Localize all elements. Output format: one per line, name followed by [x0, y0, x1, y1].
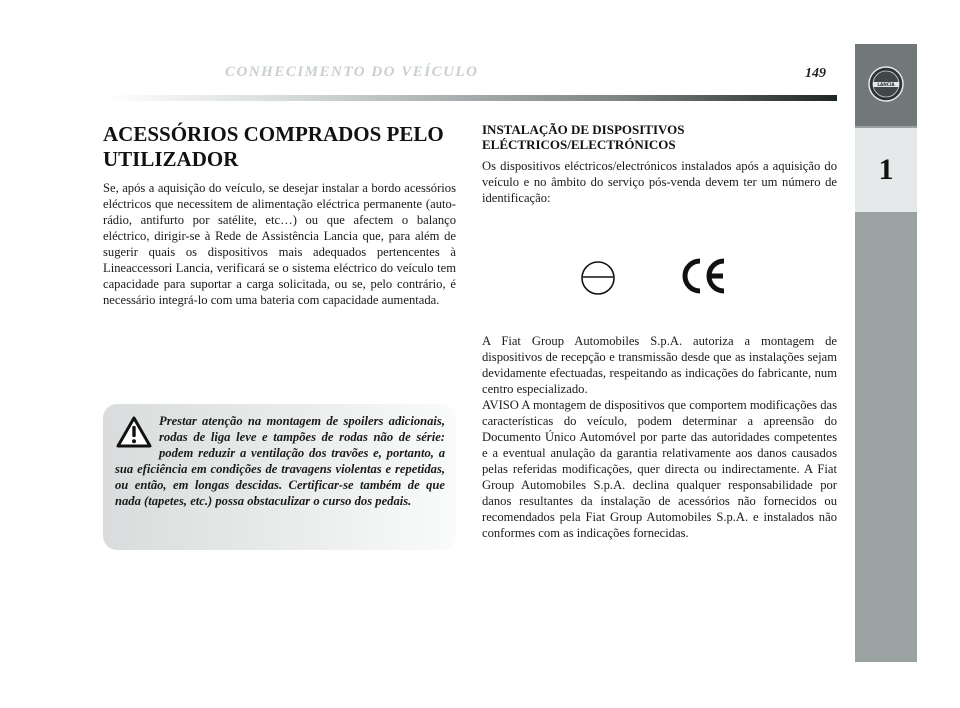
certification-marks: [482, 250, 837, 310]
left-column: [103, 122, 456, 308]
sidebar-logo-box: [855, 44, 917, 126]
lancia-badge-icon: [868, 66, 904, 102]
notice-paragraph: AVISO A montagem de dispositivos que comportem modificações das características do veículo, podem determinar a apreensão do Documento Único Automóvel por parte das autoridades competentes e a eventual anulação da garantia relativamente aos danos causados pelas referidas modificações, quer directa ou indirectamente. A Fiat Group Automobiles S.p.A. declina qualquer responsabilidade por danos resultantes da instalação de acessórios não fornecidos ou recomendados pela Fiat Group Automobiles S.p.A. e instalados não conformes com as indicações fornecidas.: [482, 398, 837, 540]
ce-mark-icon: [680, 256, 728, 296]
section-heading: [103, 122, 456, 172]
sub-heading: [482, 122, 837, 152]
e-mark-icon: [580, 260, 616, 296]
warning-box: [103, 404, 456, 550]
header-rule: [103, 95, 837, 101]
warning-text: Prestar atenção na montagem de spoilers adicionais, rodas de liga leve e tampões de rodas não de série: podem reduzir a ventilação dos travões e, portanto, a sua eficiência em condições de travagens violentas e repetidas, ou então, em longas descidas. Certificar-se também de que nada (tapetes, etc.) possa obstaculizar o curso dos pedais.: [115, 414, 445, 508]
accessories-paragraph: Se, após a aquisição do veículo, se desejar instalar a bordo acessórios eléctricos que necessitem de alimentação eléctrica permanente (auto-rádio, antifurto por satélite, etc…) ou que afectem o balanço eléctrico, dirigir-se à Rede de Assistência Lancia que, para além de sugerir quais os dispositivos mais adequados pertencentes à Lineaccessori Lancia, verificará se o sistema eléctrico do veículo tem capacidade para suportar a carga solicitada, ou se, pelo contrário, é necessário integrá-lo com uma bateria com capacidade aumentada.: [103, 181, 456, 307]
page-number: 149: [805, 66, 826, 81]
chapter-sidebar: [855, 44, 917, 662]
sub-heading-line2: ELÉCTRICOS/ELECTRÓNICOS: [482, 137, 676, 152]
chapter-number: 1: [878, 153, 894, 186]
section-heading-line1: ACESSÓRIOS COMPRADOS PELO: [103, 122, 444, 146]
authorization-paragraph: A Fiat Group Automobiles S.p.A. autoriza a montagem de dispositivos de recepção e transmissão desde que as instalações sejam devidamente efectuadas, respeitando as indicações do fabricante, num centro especializado.: [482, 334, 837, 396]
right-column: [482, 122, 837, 206]
right-lower-text: [482, 333, 837, 541]
sub-heading-line1: INSTALAÇÃO DE DISPOSITIVOS: [482, 122, 685, 137]
running-header-title: CONHECIMENTO DO VEÍCULO: [225, 64, 479, 80]
logo-text: LANCIA: [877, 82, 895, 88]
identification-paragraph: Os dispositivos eléctricos/electrónicos instalados após a aquisição do veículo e no âmbito do serviço pós-venda devem ter um número de identificação:: [482, 159, 837, 205]
section-heading-line2: UTILIZADOR: [103, 147, 239, 171]
chapter-tab: [855, 128, 917, 212]
